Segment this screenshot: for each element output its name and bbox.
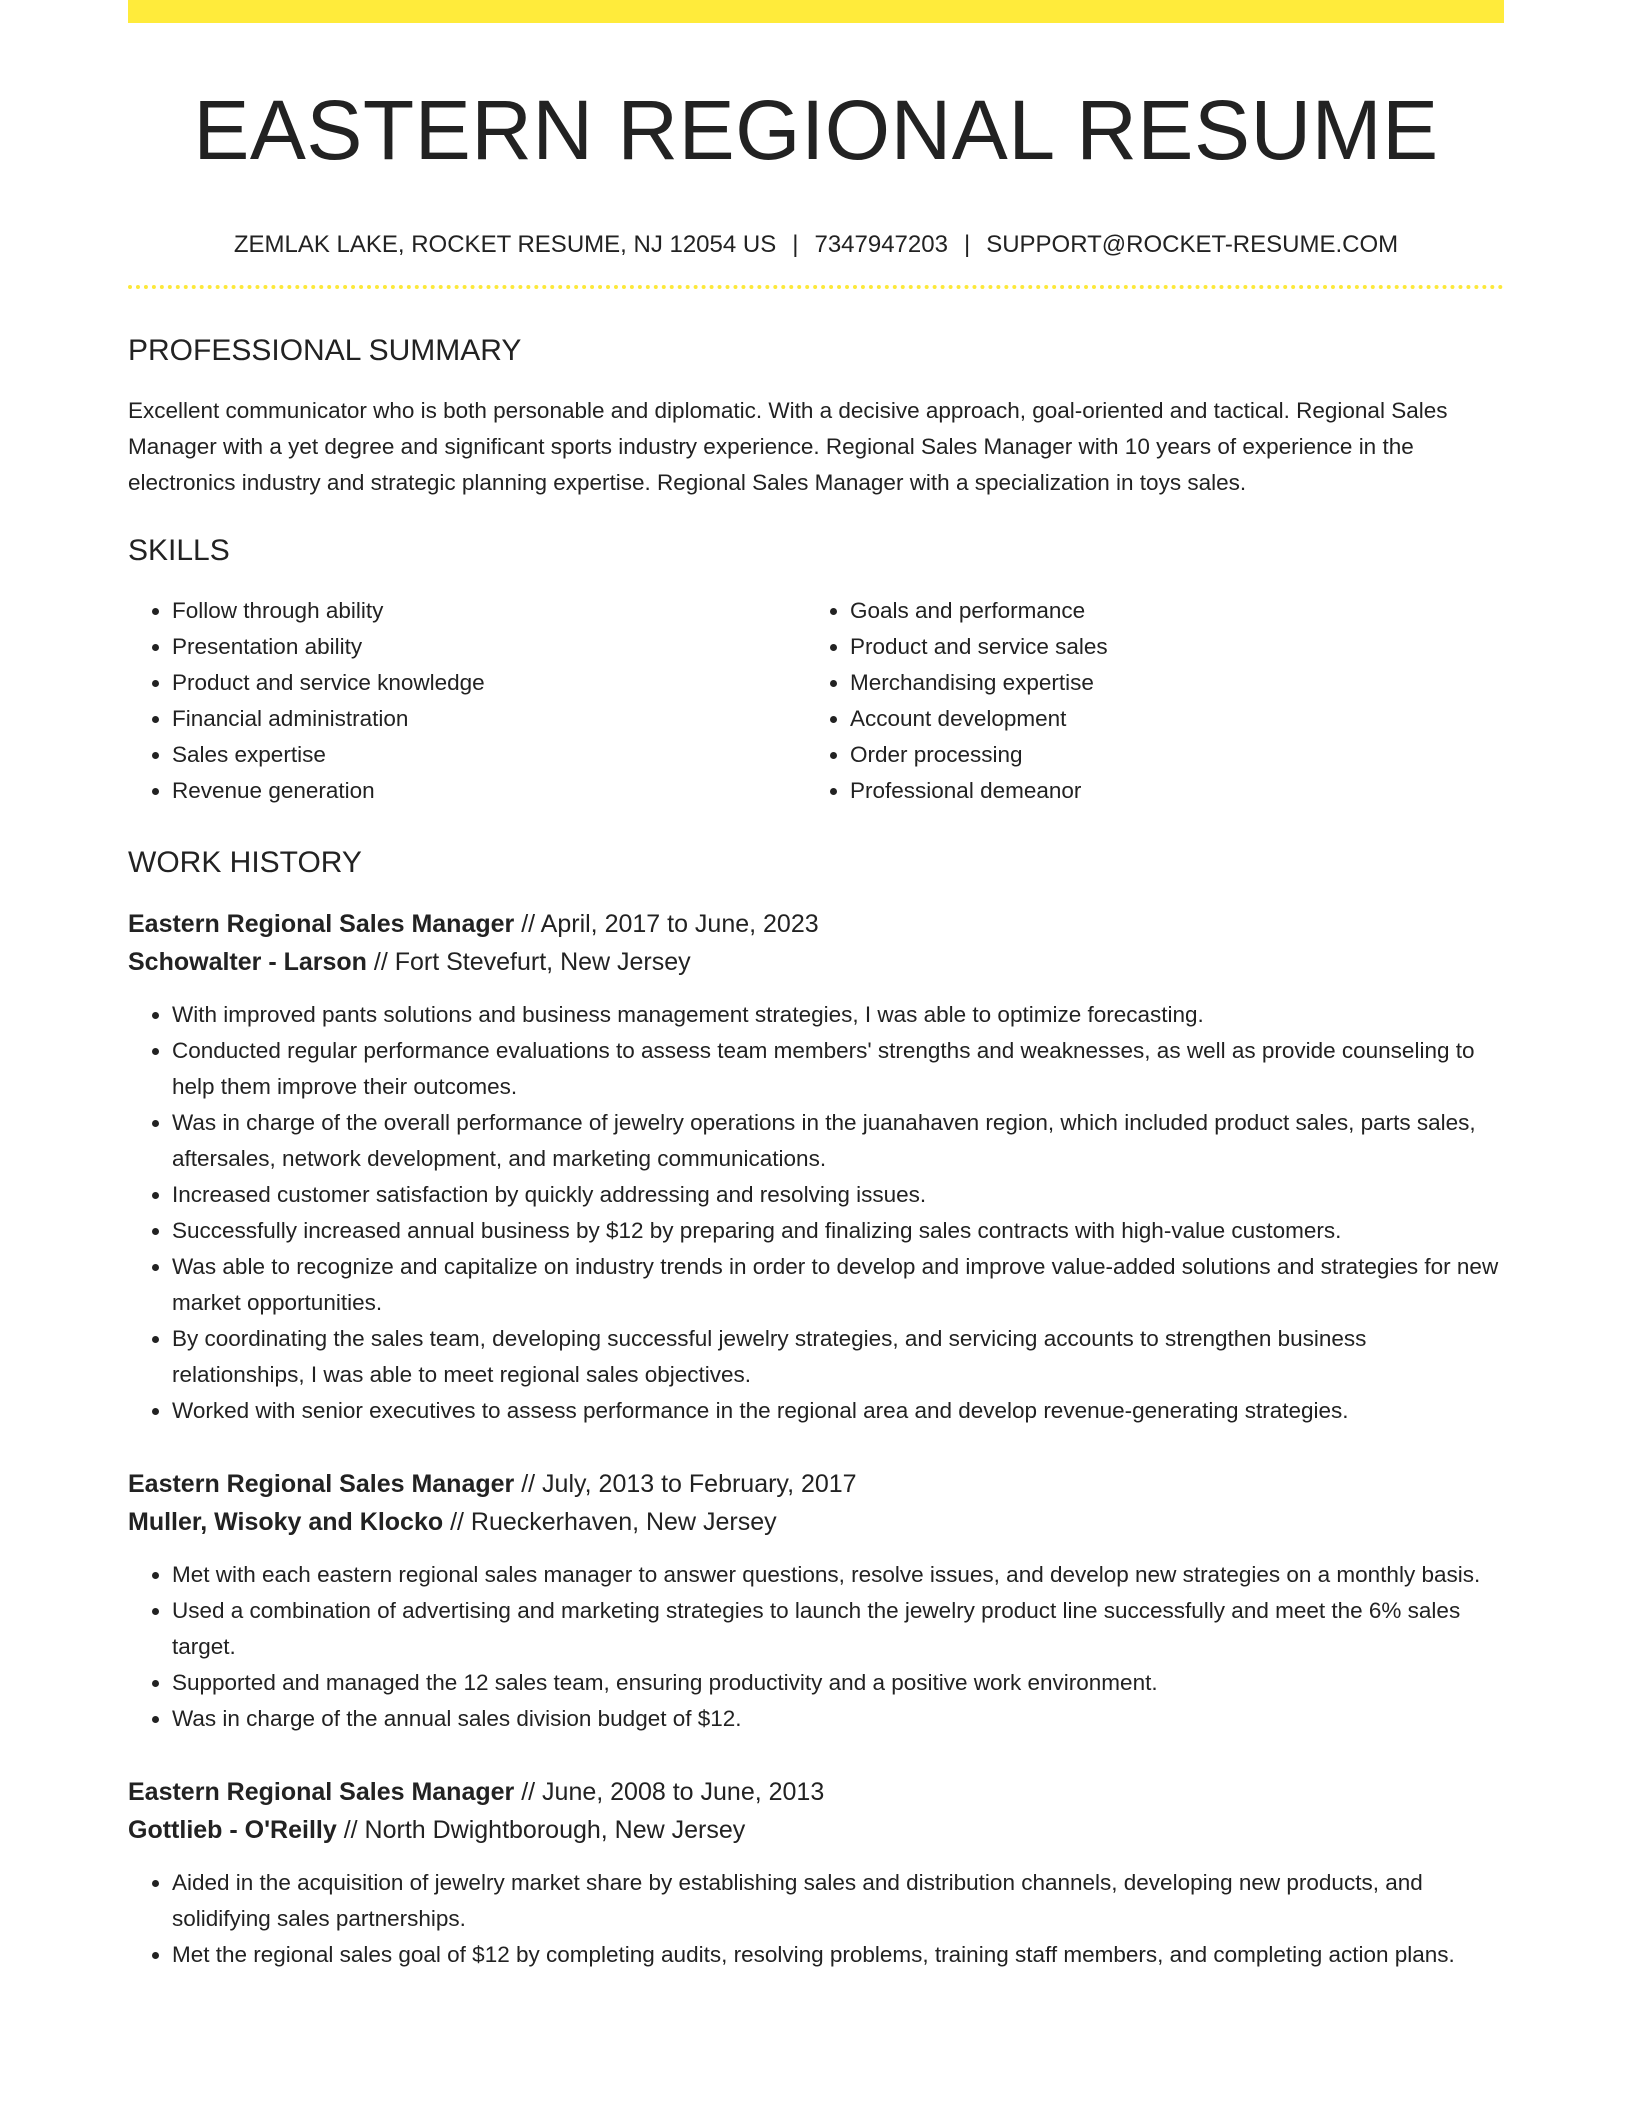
job-bullet: • Was able to recognize and capitalize on industry trends in order to develop and improve value-added solutions and strategies for new market opportunities.	[172, 1249, 1504, 1321]
skill-item: • Merchandising expertise	[850, 665, 1484, 701]
job-bullet: • Was in charge of the annual sales division budget of $12.	[172, 1701, 1504, 1737]
skills-list-right	[806, 593, 1484, 809]
contact-email: SUPPORT@ROCKET-RESUME.COM	[986, 231, 1399, 258]
job-title-line	[128, 905, 1504, 943]
job-bullets	[128, 1865, 1504, 1973]
skill-item: • Presentation ability	[172, 629, 806, 665]
job-bullet: • Met the regional sales goal of $12 by completing audits, resolving problems, training staff members, and completing action plans.	[172, 1937, 1504, 1973]
job-bullet: • Met with each eastern regional sales manager to answer questions, resolve issues, and develop new strategies on a monthly basis.	[172, 1557, 1504, 1593]
skill-item: • Product and service knowledge	[172, 665, 806, 701]
skills-list-left	[128, 593, 806, 809]
job-bullet: • Worked with senior executives to assess performance in the regional area and develop revenue-generating strategies.	[172, 1393, 1504, 1429]
section-heading-work-history: WORK HISTORY	[128, 846, 362, 879]
job-bullets	[128, 997, 1504, 1429]
job-title-line	[128, 1465, 1504, 1503]
summary-text: Excellent communicator who is both personable and diplomatic. With a decisive approach, goal-oriented and tactical. Regional Sales Manager with a yet degree and significant sports industry experience. Regional Sales Manager with 10 years of experience in the electronics industry and strategic planning expertise. Regional Sales Manager with a specialization in toys sales.	[128, 398, 1448, 495]
resume-name: EASTERN REGIONAL RESUME	[193, 83, 1439, 177]
job-company-line	[128, 943, 1504, 981]
job-dates: // April, 2017 to June, 2023	[514, 910, 819, 938]
job-location: // Fort Stevefurt, New Jersey	[366, 948, 691, 976]
job-bullets	[128, 1557, 1504, 1737]
job-entry	[128, 905, 1504, 1429]
job-entry	[128, 1465, 1504, 1737]
skills-columns	[128, 593, 1504, 809]
job-entry	[128, 1773, 1504, 1973]
job-dates: // June, 2008 to June, 2013	[514, 1778, 825, 1806]
skill-item: • Order processing	[850, 737, 1484, 773]
job-company-line	[128, 1503, 1504, 1541]
job-bullet: • Aided in the acquisition of jewelry market share by establishing sales and distribution channels, developing new products, and solidifying sales partnerships.	[172, 1865, 1504, 1937]
section-heading-skills: SKILLS	[128, 534, 230, 567]
skill-item: • Professional demeanor	[850, 773, 1484, 809]
job-location: // North Dwightborough, New Jersey	[336, 1816, 746, 1844]
resume-content	[128, 0, 1504, 1973]
contact-separator: |	[963, 231, 971, 258]
job-bullet: • With improved pants solutions and business management strategies, I was able to optimize forecasting.	[172, 997, 1504, 1033]
job-dates: // July, 2013 to February, 2017	[514, 1470, 857, 1498]
job-location: // Rueckerhaven, New Jersey	[443, 1508, 777, 1536]
job-bullet: • Supported and managed the 12 sales team, ensuring productivity and a positive work environment.	[172, 1665, 1504, 1701]
job-title: Eastern Regional Sales Manager	[128, 910, 515, 938]
dotted-divider	[128, 285, 1504, 289]
job-company: Muller, Wisoky and Klocko	[128, 1508, 444, 1536]
skill-item: • Goals and performance	[850, 593, 1484, 629]
job-bullet: • By coordinating the sales team, developing successful jewelry strategies, and servicing accounts to strengthen business relationships, I was able to meet regional sales objectives.	[172, 1321, 1504, 1393]
job-title-line	[128, 1773, 1504, 1811]
contact-phone: 7347947203	[814, 231, 948, 258]
skill-item: • Revenue generation	[172, 773, 806, 809]
job-bullet: • Increased customer satisfaction by quickly addressing and resolving issues.	[172, 1177, 1504, 1213]
section-heading-summary: PROFESSIONAL SUMMARY	[128, 334, 522, 367]
job-bullet: • Was in charge of the overall performance of jewelry operations in the juanahaven region, which included product sales, parts sales, aftersales, network development, and marketing communications.	[172, 1105, 1504, 1177]
contact-line	[128, 230, 1504, 260]
job-bullet: • Conducted regular performance evaluations to assess team members' strengths and weaknesses, as well as provide counseling to help them improve their outcomes.	[172, 1033, 1504, 1105]
job-bullet: • Successfully increased annual business by $12 by preparing and finalizing sales contracts with high-value customers.	[172, 1213, 1504, 1249]
skill-item: • Follow through ability	[172, 593, 806, 629]
job-company: Schowalter - Larson	[128, 948, 367, 976]
job-company-line	[128, 1811, 1504, 1849]
job-company: Gottlieb - O'Reilly	[128, 1816, 337, 1844]
skill-item: • Financial administration	[172, 701, 806, 737]
job-title: Eastern Regional Sales Manager	[128, 1470, 515, 1498]
job-bullet: • Used a combination of advertising and marketing strategies to launch the jewelry product line successfully and meet the 6% sales target.	[172, 1593, 1504, 1665]
skill-item: • Sales expertise	[172, 737, 806, 773]
contact-address: ZEMLAK LAKE, ROCKET RESUME, NJ 12054 US	[233, 231, 777, 258]
job-title: Eastern Regional Sales Manager	[128, 1778, 515, 1806]
skill-item: • Account development	[850, 701, 1484, 737]
skill-item: • Product and service sales	[850, 629, 1484, 665]
contact-separator: |	[792, 231, 799, 258]
